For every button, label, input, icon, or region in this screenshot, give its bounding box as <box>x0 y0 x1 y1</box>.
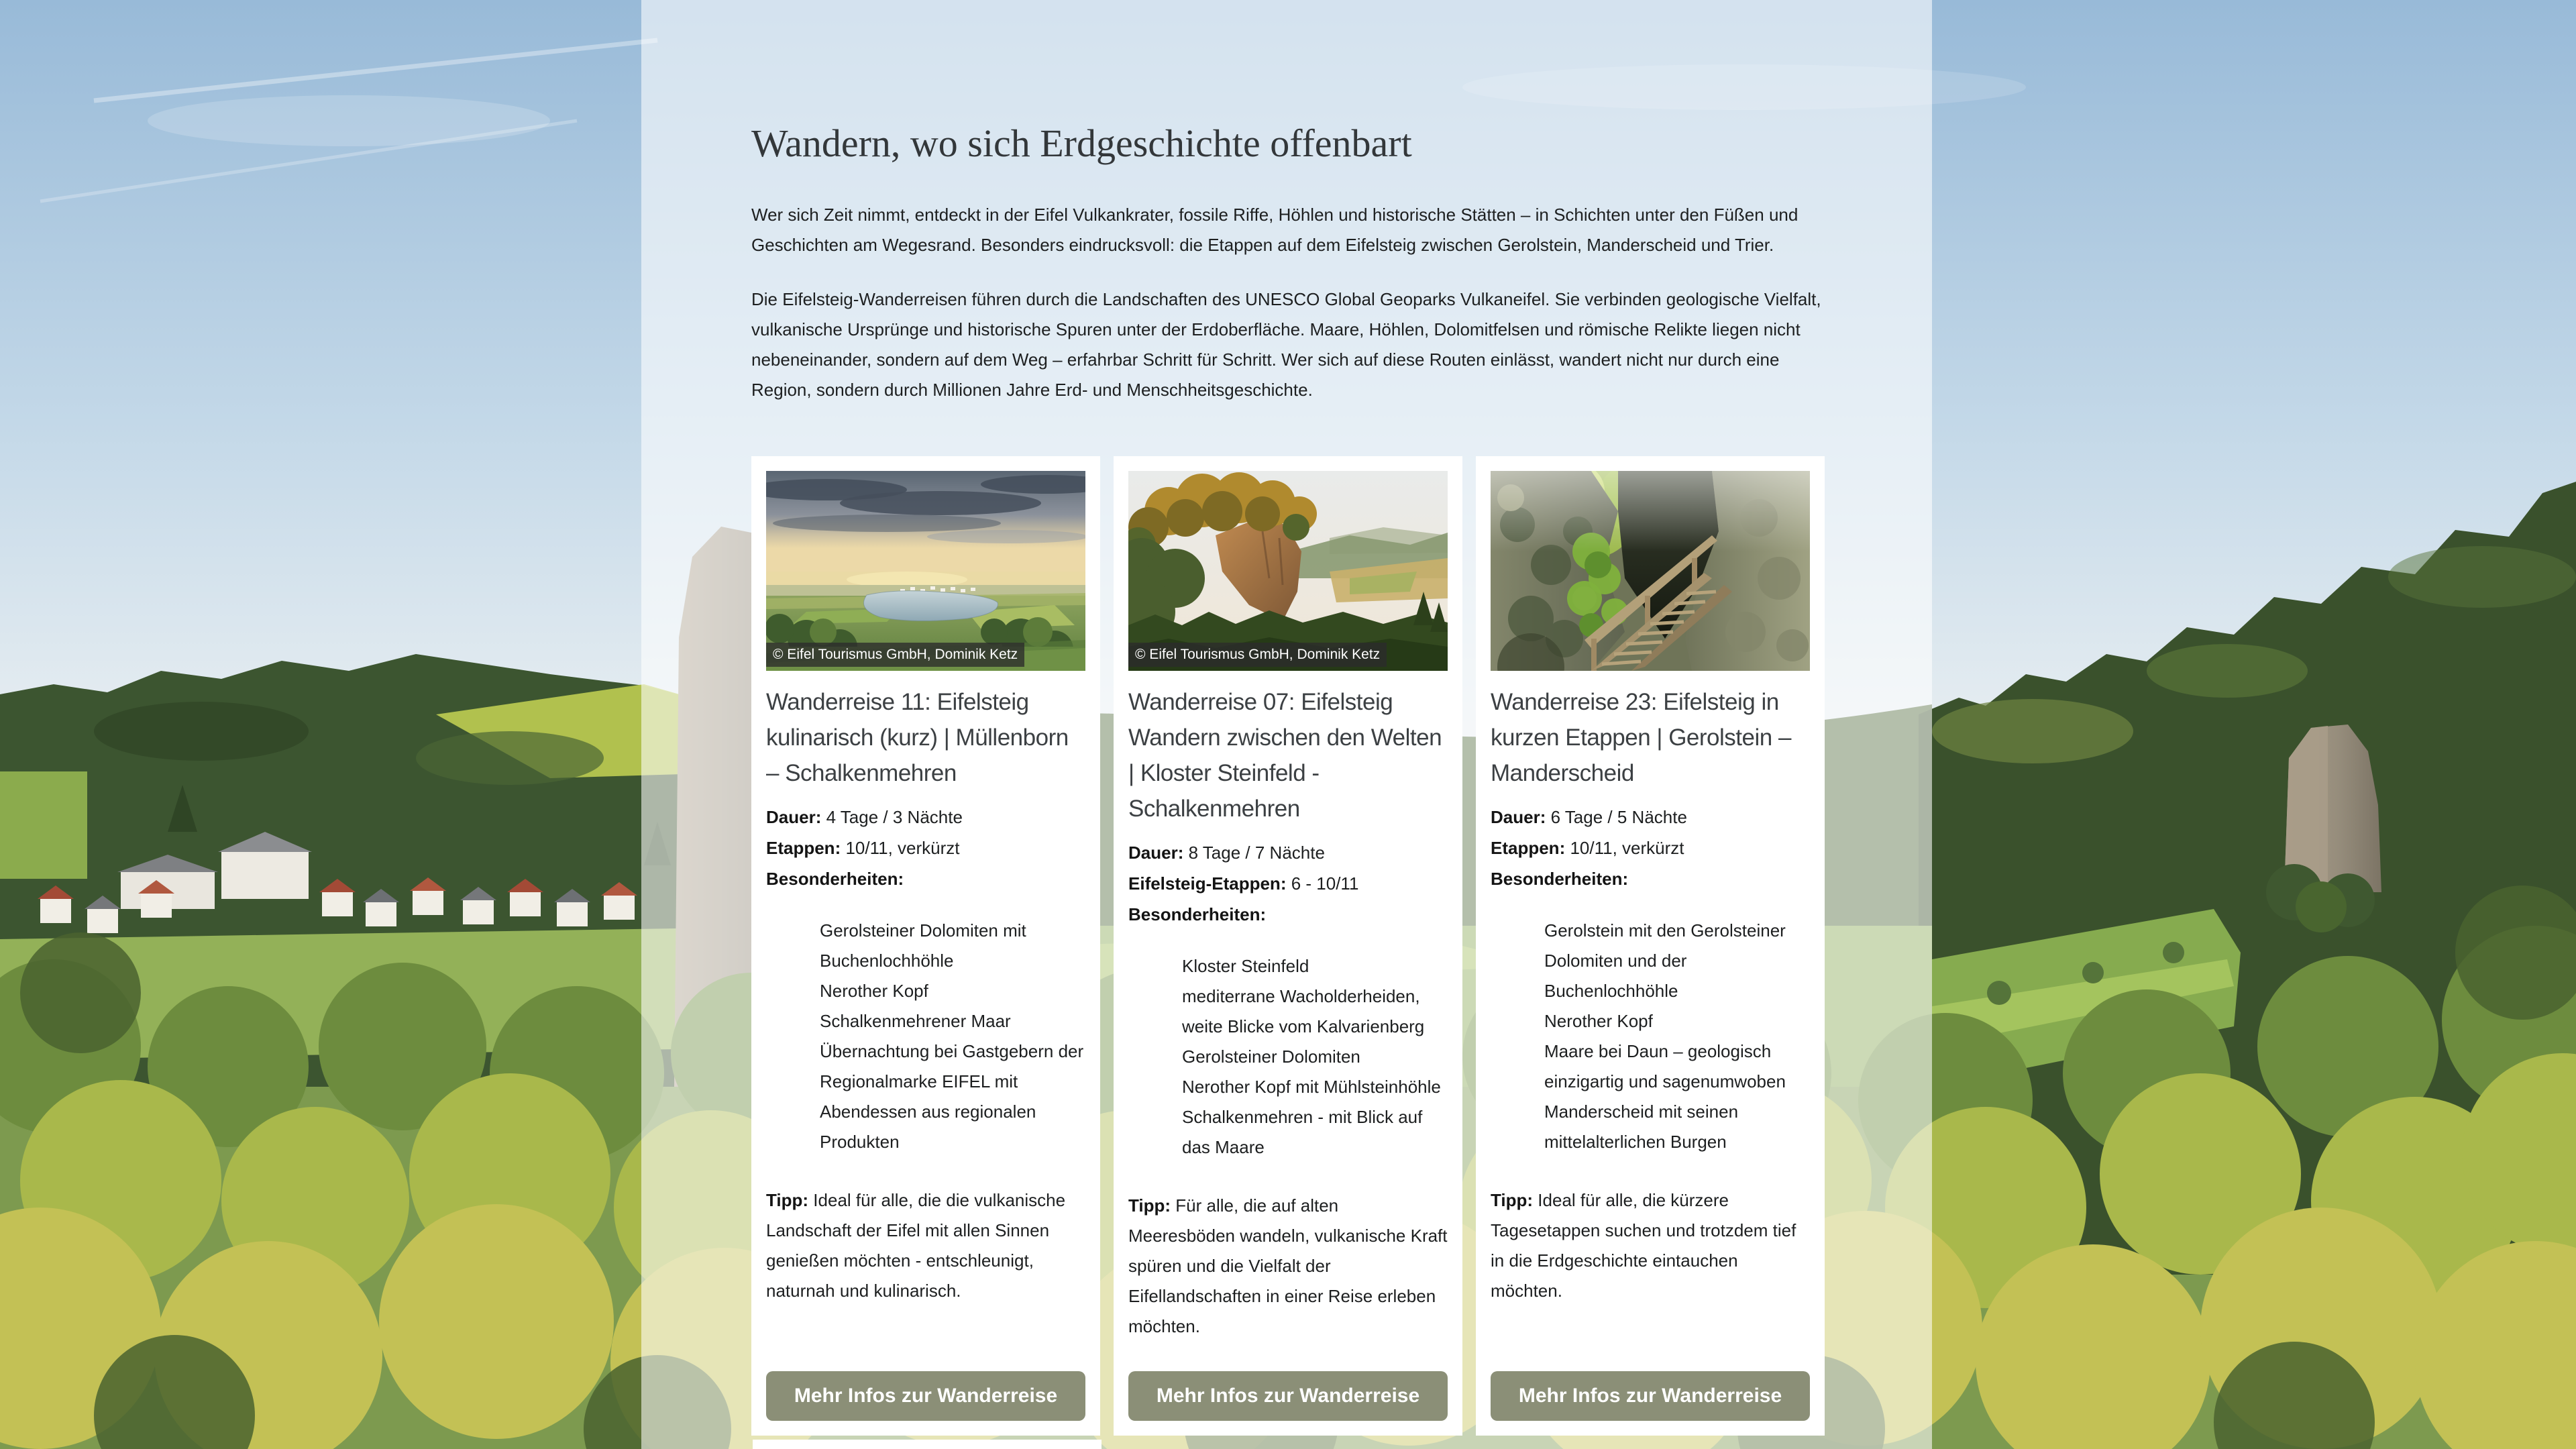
detail-row <box>1491 802 1810 833</box>
detail-value: 10/11, verkürzt <box>845 838 960 858</box>
highlights-list <box>1491 916 1810 1157</box>
more-info-button[interactable]: Mehr Infos zur Wanderreise <box>766 1371 1085 1421</box>
tip-label: Tipp: <box>1491 1190 1534 1210</box>
detail-label: Besonderheiten: <box>1128 904 1267 924</box>
tour-card-wanderreise-07 <box>1114 456 1462 1436</box>
highlights-list <box>1128 951 1448 1163</box>
detail-value: 10/11, verkürzt <box>1570 838 1684 858</box>
detail-value: 4 Tage / 3 Nächte <box>826 807 963 827</box>
detail-row <box>766 802 1085 833</box>
detail-label: Besonderheiten: <box>766 869 904 889</box>
detail-label: Etappen: <box>766 838 841 858</box>
maar-sunset-photo-illustration <box>766 471 1085 671</box>
golden-crag-photo-illustration <box>1128 471 1448 671</box>
detail-row <box>1128 868 1448 899</box>
highlight-item: Schalkenmehrener Maar <box>820 1011 1011 1031</box>
gorge-stairs-photo-illustration <box>1491 471 1810 671</box>
highlight-item: Kloster Steinfeld <box>1182 956 1309 976</box>
tour-card-wanderreise-11 <box>751 456 1100 1436</box>
card-details <box>766 802 1085 894</box>
more-info-button[interactable]: Mehr Infos zur Wanderreise <box>1128 1371 1448 1421</box>
tour-cards-row <box>751 456 1825 1436</box>
detail-value: 8 Tage / 7 Nächte <box>1188 843 1325 863</box>
card-image-gorge-stairs <box>1491 471 1810 671</box>
image-copyright: © Eifel Tourismus GmbH, Dominik Ketz <box>766 643 1024 667</box>
tip-text: Tipp: Für alle, die auf alten Meeresböden wandeln, vulkanische Kraft spüren und die Vielfalt der Eifellandschaften in einer Reise erleben möchten. <box>1128 1195 1448 1336</box>
card-image-rock-crag <box>1128 471 1448 671</box>
card-details <box>1491 802 1810 894</box>
detail-row <box>766 863 1085 894</box>
highlight-item: mediterrane Wacholderheiden, weite Blicke vom Kalvarienberg <box>1182 986 1425 1036</box>
highlight-item: Maare bei Daun – geologisch einzigartig und sagenumwoben <box>1544 1041 1786 1091</box>
card-title: Wanderreise 23: Eifelsteig in kurzen Etappen | Gerolstein – Manderscheid <box>1491 689 1791 786</box>
highlight-item: Nerother Kopf <box>1544 1011 1653 1031</box>
highlight-item: Gerolsteiner Dolomiten <box>1182 1046 1360 1067</box>
detail-label: Dauer: <box>1128 843 1184 863</box>
intro-paragraph-1: Wer sich Zeit nimmt, entdeckt in der Eifel Vulkankrater, fossile Riffe, Höhlen und historische Stätten – in Schichten unter den Füßen und Geschichten am Wegesrand. Besonders eindrucksvoll: die Etappen auf dem Eifelsteig zwischen Gerolstein, Manderscheid und Trier. <box>751 205 1799 255</box>
detail-row <box>1491 863 1810 894</box>
highlights-list <box>766 916 1085 1157</box>
detail-value: 6 - 10/11 <box>1291 873 1359 894</box>
tip-text: Tipp: Ideal für alle, die kürzere Tagesetappen suchen und trotzdem tief in die Erdgeschichte eintauchen möchten. <box>1491 1190 1796 1301</box>
highlight-item: Manderscheid mit seinen mittelalterlichen Burgen <box>1544 1102 1739 1152</box>
intro-paragraph-2: Die Eifelsteig-Wanderreisen führen durch die Landschaften des UNESCO Global Geoparks Vulkaneifel. Sie verbinden geologische Vielfalt, vulkanische Ursprünge und historische Spuren unter der Erdoberfläche. Maare, Höhlen, Dolomitfelsen und römische Relikte liegen nicht nebeneinander, sondern auf dem Weg – erfahrbar Schritt für Schritt. Wer sich auf diese Routen einlässt, wandert nicht nur durch eine Region, sondern durch Millionen Jahre Erd- und Menschheitsgeschichte. <box>751 289 1821 400</box>
tour-card-wanderreise-23 <box>1476 456 1825 1436</box>
detail-label: Dauer: <box>766 807 822 827</box>
detail-label: Eifelsteig-Etappen: <box>1128 873 1287 894</box>
tip-label: Tipp: <box>766 1190 809 1210</box>
detail-row <box>1128 837 1448 868</box>
tip-text: Tipp: Ideal für alle, die die vulkanische Landschaft der Eifel mit allen Sinnen genießen möchten - entschleunigt, naturnah und kulinarisch. <box>766 1190 1066 1301</box>
next-row-card-stub <box>753 1440 1102 1449</box>
detail-row <box>1491 833 1810 863</box>
card-details <box>1128 837 1448 930</box>
highlight-item: Gerolsteiner Dolomiten mit Buchenlochhöhle <box>820 920 1026 971</box>
card-title: Wanderreise 07: Eifelsteig Wandern zwischen den Welten | Kloster Steinfeld - Schalkenmehren <box>1128 689 1442 822</box>
highlight-item: Übernachtung bei Gastgebern der Regionalmarke EIFEL mit Abendessen aus regionalen Produkten <box>820 1041 1084 1152</box>
main-content <box>751 0 1825 1436</box>
detail-value: 6 Tage / 5 Nächte <box>1550 807 1687 827</box>
detail-label: Besonderheiten: <box>1491 869 1629 889</box>
highlight-item: Nerother Kopf <box>820 981 928 1001</box>
card-image-maar-aerial <box>766 471 1085 671</box>
detail-label: Dauer: <box>1491 807 1546 827</box>
detail-row <box>766 833 1085 863</box>
highlight-item: Schalkenmehren - mit Blick auf das Maare <box>1182 1107 1423 1157</box>
detail-label: Etappen: <box>1491 838 1566 858</box>
tip-label: Tipp: <box>1128 1195 1171 1216</box>
highlight-item: Gerolstein mit den Gerolsteiner Dolomiten und der Buchenlochhöhle <box>1544 920 1786 1001</box>
image-copyright: © Eifel Tourismus GmbH, Dominik Ketz <box>1128 643 1387 667</box>
page-title: Wandern, wo sich Erdgeschichte offenbart <box>751 121 1412 165</box>
card-title: Wanderreise 11: Eifelsteig kulinarisch (kurz) | Müllenborn – Schalkenmehren <box>766 689 1069 786</box>
detail-row <box>1128 899 1448 930</box>
more-info-button[interactable]: Mehr Infos zur Wanderreise <box>1491 1371 1810 1421</box>
highlight-item: Nerother Kopf mit Mühlsteinhöhle <box>1182 1077 1441 1097</box>
